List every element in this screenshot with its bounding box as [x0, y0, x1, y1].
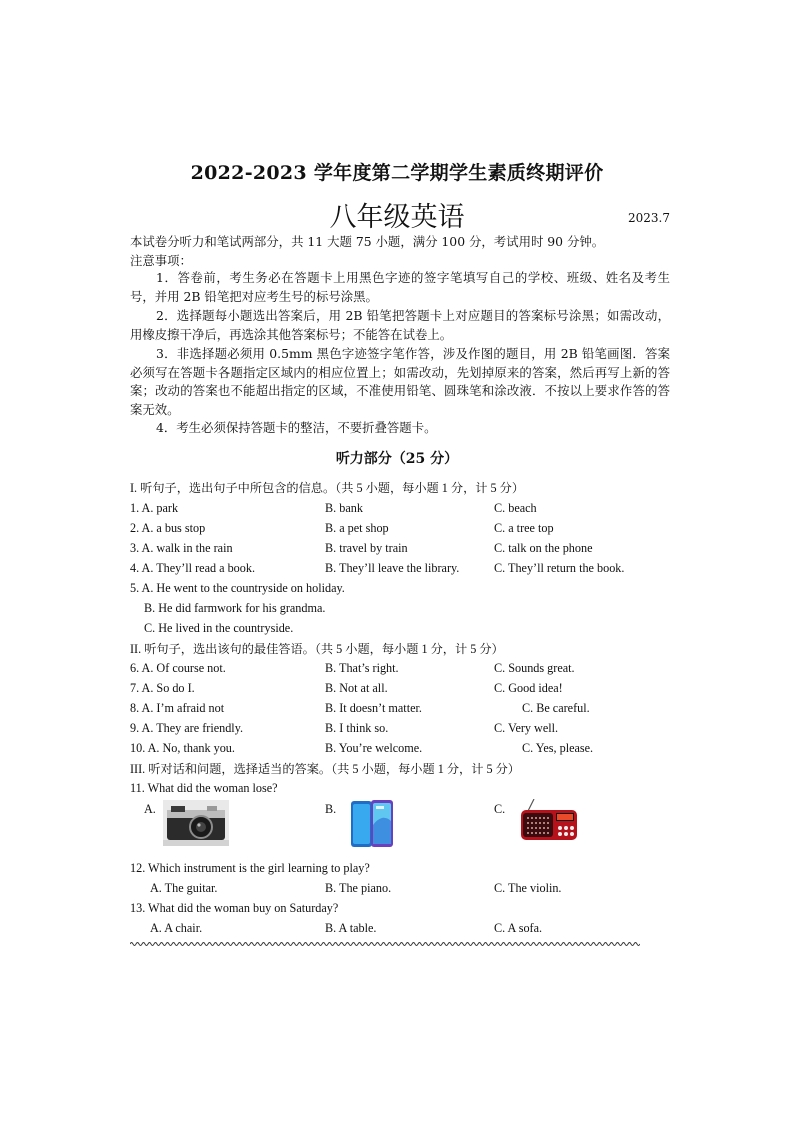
q8-option-b: B. It doesn’t matter.: [325, 701, 422, 715]
q12-stem: 12. Which instrument is the girl learning to play?: [130, 861, 370, 875]
q3-option-a: 3. A. walk in the rain: [130, 541, 233, 555]
note-item-2: 2．选择题每小题选出答案后，用 2B 铅笔把答题卡上对应题目的答案标号涂黑；如需改动，用橡皮擦干净后，再选涂其他答案标号；不能答在试卷上。: [130, 308, 670, 342]
q13-stem: 13. What did the woman buy on Saturday?: [130, 901, 339, 915]
q9-option-c: C. Very well.: [494, 721, 559, 735]
q1-option-c: C. beach: [494, 501, 537, 515]
q6-option-c: C. Sounds great.: [494, 661, 575, 675]
q2-option-c: C. a tree top: [494, 521, 554, 535]
q10-option-b: B. You’re welcome.: [325, 741, 423, 755]
exam-title: 2022-2023 学年度第二学期学生素质终期评价: [190, 162, 604, 184]
q2-option-a: 2. A. a bus stop: [130, 521, 206, 535]
q5-option-a: 5. A. He went to the countryside on holiday.: [130, 581, 345, 595]
camera-image: [163, 800, 229, 846]
listening-section-title: 听力部分（25 分）: [335, 451, 459, 467]
q3-option-c: C. talk on the phone: [494, 541, 593, 555]
exam-subtitle: 八年级英语: [329, 202, 465, 233]
q2-option-b: B. a pet shop: [325, 521, 389, 535]
q10-option-a: 10. A. No, thank you.: [130, 741, 235, 755]
wavy-divider: [130, 938, 640, 950]
q3-option-b: B. travel by train: [325, 541, 408, 555]
q8-option-a: 8. A. I’m afraid not: [130, 701, 225, 715]
q7-option-b: B. Not at all.: [325, 681, 388, 695]
q10-option-c: C. Yes, please.: [522, 741, 594, 755]
note-item-4: 4．考生必须保持答题卡的整洁，不要折叠答题卡。: [156, 420, 437, 435]
note-item-3: 3．非选择题必须用 0.5mm 黑色字迹签字笔作答，涉及作图的题目，用 2B 铅笔画图．答案必须写在答题卡各题指定区域内的相应位置上；如需改动，先划掉原来的答案，然后再写上新的答案；改动的答案也不能超出指定的区域，不准使用铅笔、圆珠笔和涂改液．不按以上要求作答的答案无效。: [130, 346, 670, 417]
q11-stem: 11. What did the woman lose?: [130, 781, 278, 795]
q4-option-c: C. They’ll return the book.: [494, 561, 625, 575]
q13-option-b: B. A table.: [325, 921, 377, 935]
q1-option-a: 1. A. park: [130, 501, 179, 515]
q12-option-c: C. The violin.: [494, 881, 562, 895]
q11-option-b-label: B.: [325, 802, 337, 816]
radio-image: [518, 799, 580, 843]
q9-option-b: B. I think so.: [325, 721, 389, 735]
q11-option-c-label: C.: [494, 802, 506, 816]
q6-option-b: B. That’s right.: [325, 661, 399, 675]
q5-option-c: C. He lived in the countryside.: [144, 621, 294, 635]
q12-option-b: B. The piano.: [325, 881, 392, 895]
q11-option-a-label: A.: [144, 802, 156, 816]
q6-option-a: 6. A. Of course not.: [130, 661, 226, 675]
q7-option-a: 7. A. So do I.: [130, 681, 195, 695]
part2-header: II. 听句子，选出该句的最佳答语。（共 5 小题，每小题 1 分，计 5 分）: [130, 642, 504, 656]
smartphone-image: [349, 799, 397, 849]
intro-line: 本试卷分听力和笔试两部分，共 11 大题 75 小题，满分 100 分，考试用时 90 分钟。: [130, 234, 605, 249]
q1-option-b: B. bank: [325, 501, 363, 515]
q12-option-a: A. The guitar.: [150, 881, 218, 895]
q8-option-c: C. Be careful.: [522, 701, 590, 715]
q13-option-c: C. A sofa.: [494, 921, 543, 935]
part1-header: I. 听句子，选出句子中所包含的信息。（共 5 小题，每小题 1 分，计 5 分）: [130, 481, 525, 495]
notes-heading: 注意事项：: [130, 253, 192, 268]
note-item-1: 1．答卷前，考生务必在答题卡上用黑色字迹的签字笔填写自己的学校、班级、姓名及考生号，并用 2B 铅笔把对应考生号的标号涂黑。: [130, 270, 670, 304]
q5-option-b: B. He did farmwork for his grandma.: [144, 601, 326, 615]
q7-option-c: C. Good idea!: [494, 681, 563, 695]
exam-date: 2023.7: [628, 211, 670, 225]
part3-header: III. 听对话和问题，选择适当的答案。（共 5 小题，每小题 1 分，计 5 分）: [130, 762, 520, 776]
q9-option-a: 9. A. They are friendly.: [130, 721, 244, 735]
q4-option-a: 4. A. They’ll read a book.: [130, 561, 256, 575]
q4-option-b: B. They’ll leave the library.: [325, 561, 460, 575]
q13-option-a: A. A chair.: [150, 921, 203, 935]
